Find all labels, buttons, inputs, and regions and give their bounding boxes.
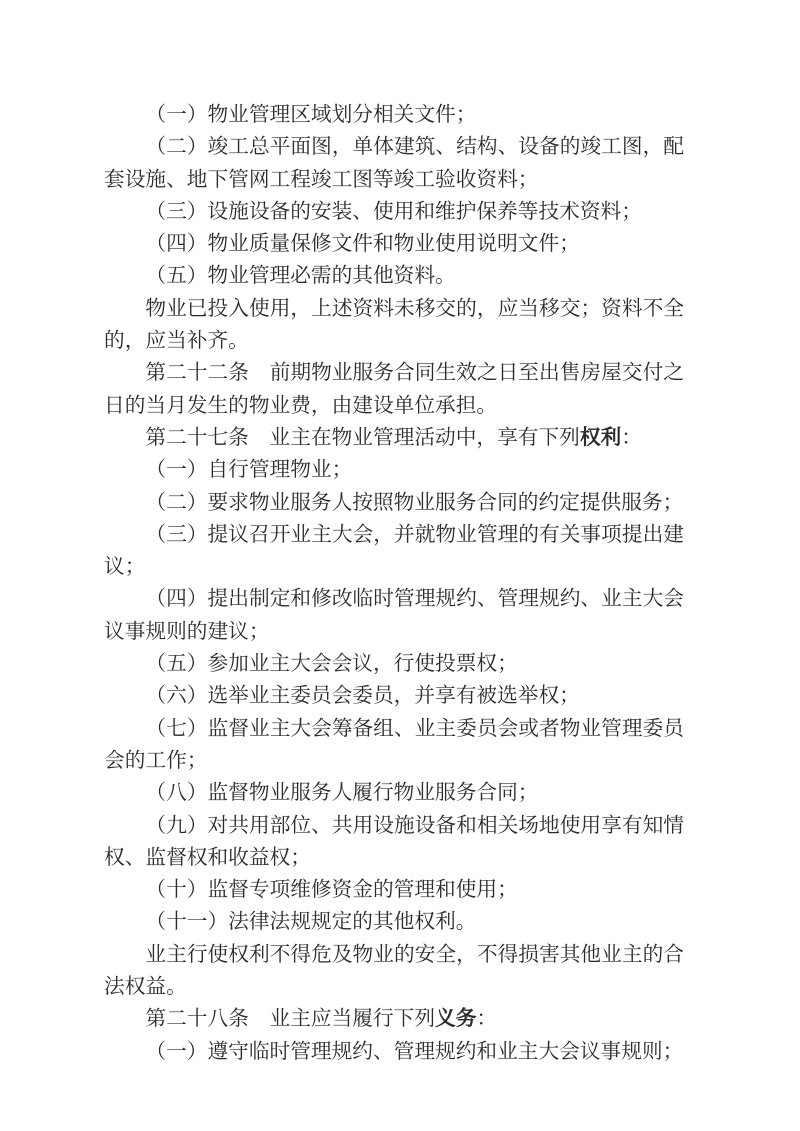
text-run: （五）物业管理必需的其他资料。 [145,265,456,288]
text-run: ： [621,426,642,449]
owner-right-1 [104,454,684,486]
text-run: （九）对共用部位、共用设施设备和相关场地使用享有知情权、监督权和收益权； [104,814,684,869]
text-run: 业主行使权利不得危及物业的安全，不得损害其他业主的合法权益。 [104,943,684,999]
article-27-intro [104,422,684,454]
text-run: （七）监督业主大会筹备组、业主委员会或者物业管理委员会的工作； [104,717,684,772]
emphasized-term: 权利 [579,426,622,449]
text-run: （一）自行管理物业； [145,459,353,482]
text-run: 第二十八条 业主应当履行下列 [145,1008,436,1031]
text-run: 第二十七条 业主在物业管理活动中，享有下列 [145,426,580,449]
owner-right-11 [104,906,684,938]
owner-right-3 [104,519,684,584]
text-run: （十一）法律法规规定的其他权利。 [145,911,477,934]
owner-right-2 [104,487,684,519]
owner-right-5 [104,648,684,680]
owner-right-6 [104,680,684,712]
owner-right-7 [104,713,684,778]
handover-item-4 [104,228,684,260]
text-run: （八）监督物业服务人履行物业服务合同； [145,782,539,805]
owner-right-9 [104,810,684,875]
emphasized-term: 义务 [435,1008,477,1031]
text-run: （十）监督专项维修资金的管理和使用； [145,879,518,902]
text-run: 第二十二条 前期物业服务合同生效之日至出售房屋交付之日的当月发生的物业费，由建设单位承担。 [104,362,684,417]
handover-item-2 [104,131,684,196]
handover-supplement-note [104,293,684,358]
text-run: （四）物业质量保修文件和物业使用说明文件； [145,233,580,256]
text-run: （一）物业管理区域划分相关文件； [145,104,477,126]
text-run: （四）提出制定和修改临时管理规约、管理规约、业主大会议事规则的建议； [104,588,684,643]
text-run: （一）遵守临时管理规约、管理规约和业主大会议事规则； [145,1040,684,1063]
text-run: （三）提议召开业主大会，并就物业管理的有关事项提出建议； [104,523,684,579]
owner-right-4 [104,583,684,648]
text-run: 物业已投入使用，上述资料未移交的，应当移交；资料不全的，应当补齐。 [104,297,684,353]
text-run: （五）参加业主大会会议，行使投票权； [145,653,518,676]
article-22 [104,357,684,422]
text-run: （六）选举业主委员会委员，并享有被选举权； [145,685,580,708]
handover-item-5 [104,260,684,292]
text-run: （二）竣工总平面图，单体建筑、结构、设备的竣工图，配套设施、地下管网工程竣工图等竣工验收资料； [104,136,684,191]
document-body [104,99,684,1068]
text-run: （二）要求物业服务人按照物业服务合同的约定提供服务； [145,491,684,514]
owner-right-10 [104,874,684,906]
article-28-intro [104,1003,684,1035]
text-run: （三）设施设备的安装、使用和维护保养等技术资料； [145,200,642,223]
rights-restriction-note [104,939,684,1004]
text-run: ： [476,1008,498,1031]
owner-right-8 [104,777,684,809]
handover-item-1 [104,99,684,131]
owner-duty-1 [104,1036,684,1068]
handover-item-3 [104,196,684,228]
